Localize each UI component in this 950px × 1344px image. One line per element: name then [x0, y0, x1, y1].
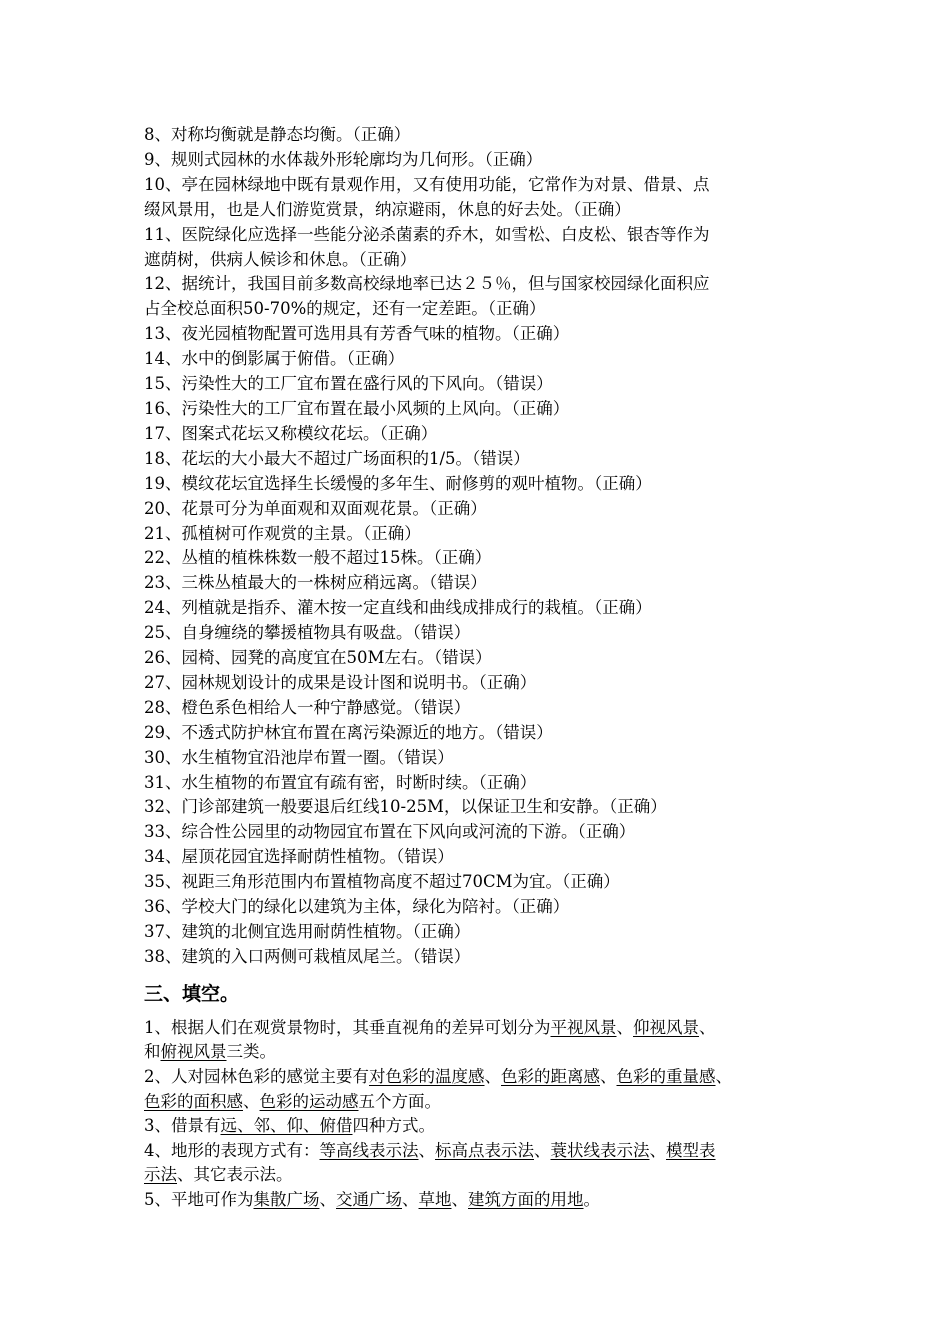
fill-text: 、: [451, 1189, 468, 1209]
fill-text: 、: [715, 1067, 732, 1086]
fill-answer: 平视风景: [550, 1017, 617, 1037]
fill-text: 、: [649, 1140, 666, 1160]
list-item: 27、园林规划设计的成果是设计图和说明书。（正确）: [144, 672, 537, 692]
fill-answer: 蓑状线表示法: [550, 1140, 650, 1160]
list-item: 34、屋顶花园宜选择耐荫性植物。（错误）: [144, 847, 454, 867]
fill-answer: 远、邻、仰、俯借: [220, 1116, 353, 1136]
fill-text: 。: [583, 1189, 600, 1209]
list-item: 32、门诊部建筑一般要退后红线10-25M，以保证卫生和安静。（正确）: [144, 797, 667, 817]
list-item: 14、水中的倒影属于俯借。（正确）: [144, 349, 405, 369]
fill-line-4: [144, 1090, 824, 1115]
fill-text: 五个方面。: [358, 1091, 441, 1111]
list-item: 19、模纹花坛宜选择生长缓慢的多年生、耐修剪的观叶植物。（正确）: [144, 473, 652, 493]
fill-text: 、: [319, 1189, 336, 1209]
fill-text: 、: [402, 1189, 419, 1209]
fill-text: 、: [484, 1067, 501, 1086]
list-item: 8、对称均衡就是静态均衡。（正确）: [144, 125, 411, 144]
list-item: 12、据统计，我国目前多数高校绿地率已达２５％，但与国家校园绿化面积应: [144, 274, 710, 294]
fill-text: 四种方式。: [352, 1116, 435, 1136]
fill-answer: 建筑方面的用地: [468, 1189, 584, 1209]
list-item: 22、丛植的植株株数一般不超过15株。（正确）: [144, 548, 492, 568]
fill-answer: 色彩的重量感: [616, 1067, 716, 1086]
fill-answer: 色彩的面积感: [144, 1091, 243, 1111]
list-item: 35、视距三角形范围内布置植物高度不超过70CM为宜。（正确）: [144, 872, 620, 892]
fill-answer: 俯视风景: [160, 1042, 227, 1062]
fill-answer: 标高点表示法: [435, 1140, 534, 1160]
fill-line-3: [144, 1065, 824, 1090]
list-item: 15、污染性大的工厂宜布置在盛行风的下风向。（错误）: [144, 374, 553, 394]
fill-text: 三类。: [226, 1042, 276, 1062]
list-item: 20、花景可分为单面观和双面观花景。（正确）: [144, 498, 487, 518]
fill-answer: 色彩的运动感: [259, 1091, 359, 1111]
fill-text: 1、根据人们在观赏景物时，其垂直视角的差异可划分为: [144, 1017, 551, 1037]
fill-line-1: [144, 1016, 824, 1041]
true-false-list: [144, 123, 824, 970]
fill-text: 5、平地可作为: [144, 1189, 254, 1209]
fill-text: 、: [243, 1091, 260, 1111]
fill-text: 、: [418, 1140, 435, 1160]
list-item: 33、综合性公园里的动物园宜布置在下风向或河流的下游。（正确）: [144, 822, 636, 842]
list-item: 28、橙色系色相给人一种宁静感觉。（错误）: [144, 697, 471, 717]
fill-text: 和: [144, 1042, 161, 1062]
fill-line-6: [144, 1139, 824, 1164]
list-item: 26、园椅、园凳的高度宜在50M左右。（错误）: [144, 648, 492, 668]
fill-text: 2、人对园林色彩的感觉主要有: [144, 1067, 369, 1086]
list-item: 10、亭在园林绿地中既有景观作用，又有使用功能，它常作为对景、借景、点: [144, 174, 710, 194]
list-item: 23、三株丛植最大的一株树应稍远离。（错误）: [144, 573, 487, 593]
list-item: 30、水生植物宜沿池岸布置一圈。（错误）: [144, 747, 454, 767]
fill-line-7: [144, 1163, 824, 1188]
fill-text: 、: [616, 1017, 633, 1037]
list-item: 13、夜光园植物配置可选用具有芳香气味的植物。（正确）: [144, 324, 570, 344]
list-item: 25、自身缠绕的攀援植物具有吸盘。（错误）: [144, 623, 471, 643]
list-item: 18、花坛的大小最大不超过广场面积的1/5。（错误）: [144, 448, 530, 468]
fill-line-5: [144, 1114, 824, 1139]
fill-answer: 交通广场: [336, 1189, 402, 1209]
list-item: 遮荫树，供病人候诊和休息。（正确）: [144, 249, 417, 269]
list-item: 缀风景用，也是人们游览赏景，纳凉避雨，休息的好去处。（正确）: [144, 199, 631, 219]
list-item: 9、规则式园林的水体裁外形轮廓均为几何形。（正确）: [144, 149, 543, 169]
fill-text: 、其它表示法。: [177, 1165, 293, 1185]
fill-in-section: [144, 1016, 824, 1213]
list-item: 37、建筑的北侧宜选用耐荫性植物。（正确）: [144, 922, 471, 941]
list-item: 21、孤植树可作观赏的主景。（正确）: [144, 523, 421, 543]
fill-answer: 色彩的距离感: [501, 1067, 600, 1086]
list-item: 17、图案式花坛又称模纹花坛。（正确）: [144, 423, 438, 443]
fill-line-8: [144, 1188, 824, 1213]
section-heading: 三、填空。: [144, 982, 240, 1005]
list-item: 38、建筑的入口两侧可栽植凤尾兰。（错误）: [144, 946, 471, 966]
fill-answer: 仰视风景: [633, 1017, 699, 1037]
fill-answer: 模型表: [666, 1140, 716, 1160]
list-item: 11、医院绿化应选择一些能分泌杀菌素的乔木，如雪松、白皮松、银杏等作为: [144, 224, 710, 244]
list-item: 占全校总面积50-70%的规定，还有一定差距。（正确）: [144, 299, 546, 319]
fill-text: 3、借景有: [144, 1116, 221, 1136]
fill-text: 、: [534, 1140, 551, 1160]
list-item: 29、不透式防护林宜布置在离污染源近的地方。（错误）: [144, 722, 553, 742]
fill-text: 4、地形的表现方式有：: [144, 1140, 320, 1160]
fill-text: 、: [699, 1017, 716, 1037]
document-page: [144, 123, 824, 1213]
list-item: 31、水生植物的布置宜有疏有密，时断时续。（正确）: [144, 772, 537, 792]
fill-line-2: [144, 1040, 824, 1065]
list-item: 24、列植就是指乔、灌木按一定直线和曲线成排成行的栽植。（正确）: [144, 598, 652, 618]
fill-text: 、: [600, 1067, 617, 1086]
list-item: 36、学校大门的绿化以建筑为主体，绿化为陪衬。（正确）: [144, 897, 570, 917]
fill-answer: 集散广场: [253, 1189, 320, 1209]
fill-answer: 等高线表示法: [319, 1140, 419, 1160]
list-item: 16、污染性大的工厂宜布置在最小风频的上风向。（正确）: [144, 398, 570, 418]
fill-answer: 对色彩的温度感: [369, 1067, 485, 1086]
fill-answer: 草地: [418, 1189, 452, 1209]
fill-answer: 示法: [144, 1165, 177, 1185]
